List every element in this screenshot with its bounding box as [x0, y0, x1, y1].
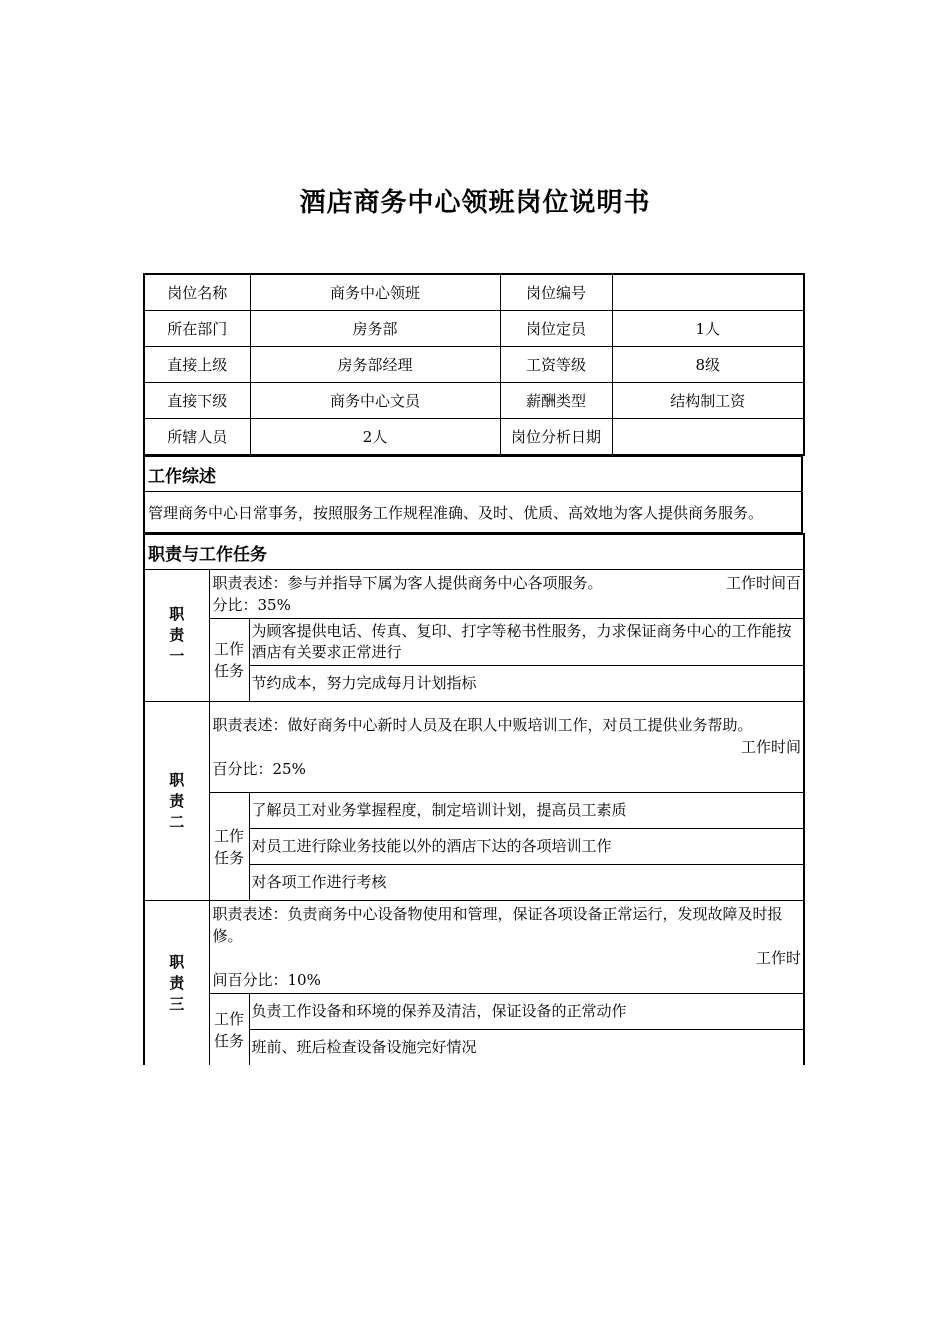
info-row — [144, 383, 804, 419]
info-label-cell: 岗位名称 — [144, 274, 250, 311]
info-value-cell: 1人 — [612, 311, 804, 347]
info-value-cell: 房务部经理 — [250, 347, 500, 383]
info-row — [144, 274, 804, 311]
duty-1-task-2: 节约成本，努力完成每月计划指标 — [249, 666, 804, 702]
info-label-cell: 直接上级 — [144, 347, 250, 383]
info-value-cell: 商务中心文员 — [250, 383, 500, 419]
summary-section — [143, 456, 803, 533]
info-value-cell: 房务部 — [250, 311, 500, 347]
duty-2-task-3: 对各项工作进行考核 — [249, 865, 804, 901]
duty-3-label: 职 责 三 — [144, 901, 209, 1066]
duty-3-desc-text: 职责表述：负责商务中心设备物使用和管理，保证各项设备正常运行，发现故障及时报修。 — [212, 905, 783, 945]
duty-1-task-label: 工作 任务 — [209, 619, 249, 702]
duty-2-task-1: 了解员工对业务掌握程度，制定培训计划，提高员工素质 — [249, 793, 804, 829]
duty-1-desc — [209, 570, 804, 619]
duty-3-desc — [209, 901, 804, 994]
info-row — [144, 347, 804, 383]
duties-section — [143, 533, 805, 1065]
summary-heading: 工作综述 — [144, 457, 802, 492]
duty-1-desc-text: 职责表述：参与并指导下属为客人提供商务中心各项服务。 — [212, 574, 603, 592]
duty-2-task-2: 对员工进行除业务技能以外的酒店下达的各项培训工作 — [249, 829, 804, 865]
info-label-cell: 岗位定员 — [500, 311, 612, 347]
info-label-cell: 岗位编号 — [500, 274, 612, 311]
job-description-form — [143, 273, 803, 1065]
duty-3-time-a: 工作时 — [756, 949, 802, 967]
info-value-cell: 结构制工资 — [612, 383, 804, 419]
info-value-cell: 商务中心领班 — [250, 274, 500, 311]
summary-text: 管理商务中心日常事务，按照服务工作规程准确、及时、优质、高效地为客人提供商务服务。 — [144, 492, 802, 533]
page-title: 酒店商务中心领班岗位说明书 — [299, 188, 651, 218]
duty-1-time-a: 工作时间百 — [726, 574, 802, 592]
duty-1-time-b: 分比：35% — [212, 596, 291, 614]
duty-2-time-b: 百分比：25% — [212, 760, 306, 778]
info-value-cell: 8级 — [612, 347, 804, 383]
info-value-cell — [612, 419, 804, 456]
info-label-cell: 所在部门 — [144, 311, 250, 347]
duty-3-task-1: 负责工作设备和环境的保养及清洁，保证设备的正常动作 — [249, 994, 804, 1030]
info-row — [144, 419, 804, 456]
duty-2-desc — [209, 702, 804, 793]
duty-2-task-label: 工作 任务 — [209, 793, 249, 901]
duties-heading: 职责与工作任务 — [144, 534, 804, 570]
duty-2-desc-text: 职责表述：做好商务中心新时人员及在职人中贩培训工作，对员工提供业务帮助。 — [212, 716, 753, 734]
info-value-cell: 2人 — [250, 419, 500, 456]
basic-info-table — [143, 273, 805, 456]
duty-1-label: 职 责 一 — [144, 570, 209, 702]
info-label-cell: 所辖人员 — [144, 419, 250, 456]
duty-1-task-1: 为顾客提供电话、传真、复印、打字等秘书性服务，力求保证商务中心的工作能按酒店有关要求正常进行 — [249, 619, 804, 666]
duty-3-task-label: 工作 任务 — [209, 994, 249, 1066]
duty-3-time-b: 间百分比：10% — [212, 971, 321, 989]
duty-2-label: 职 责 二 — [144, 702, 209, 901]
info-label-cell: 工资等级 — [500, 347, 612, 383]
info-label-cell: 直接下级 — [144, 383, 250, 419]
info-value-cell — [612, 274, 804, 311]
duty-2-time-a: 工作时间 — [741, 738, 802, 756]
info-row — [144, 311, 804, 347]
info-label-cell: 岗位分析日期 — [500, 419, 612, 456]
duty-3-task-2: 班前、班后检查设备设施完好情况 — [249, 1030, 804, 1066]
info-label-cell: 薪酬类型 — [500, 383, 612, 419]
